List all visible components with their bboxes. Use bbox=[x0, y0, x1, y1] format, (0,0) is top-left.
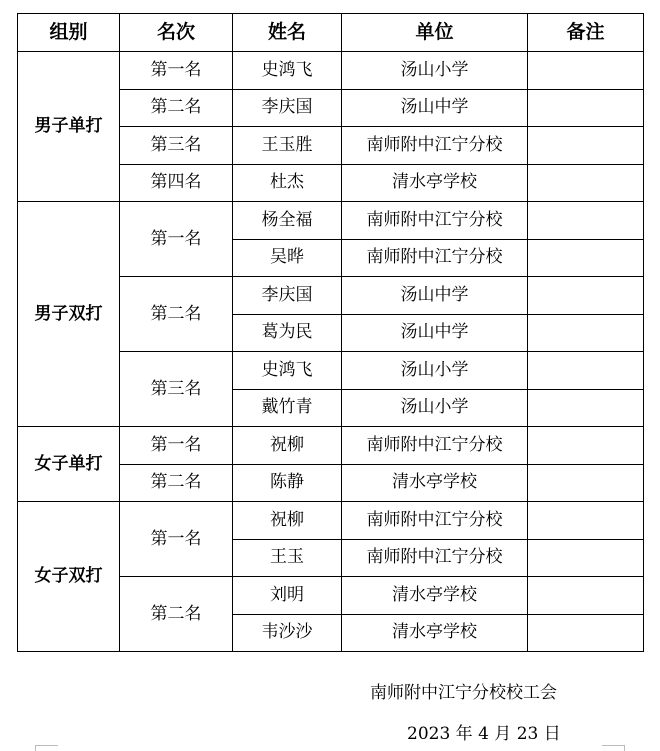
table-row bbox=[18, 427, 644, 465]
name-cell: 王玉胜 bbox=[233, 127, 342, 165]
table-row bbox=[18, 202, 644, 240]
rank-cell: 第二名 bbox=[120, 89, 233, 127]
name-cell: 杨全福 bbox=[233, 202, 342, 240]
rank-cell: 第一名 bbox=[120, 427, 233, 465]
unit-cell: 南师附中江宁分校 bbox=[342, 239, 528, 277]
note-cell bbox=[528, 127, 644, 165]
note-cell bbox=[528, 164, 644, 202]
name-cell: 葛为民 bbox=[233, 314, 342, 352]
footer-organization: 南师附中江宁分校校工会 bbox=[370, 683, 557, 703]
table-row bbox=[18, 502, 644, 540]
header-group: 组别 bbox=[18, 14, 120, 52]
unit-cell: 南师附中江宁分校 bbox=[342, 202, 528, 240]
note-cell bbox=[528, 277, 644, 315]
results-body bbox=[18, 52, 644, 652]
page-corner-mark bbox=[35, 745, 58, 751]
note-cell bbox=[528, 389, 644, 427]
unit-cell: 南师附中江宁分校 bbox=[342, 539, 528, 577]
rank-cell: 第三名 bbox=[120, 352, 233, 427]
rank-cell: 第一名 bbox=[120, 52, 233, 90]
unit-cell: 汤山小学 bbox=[342, 52, 528, 90]
name-cell: 祝柳 bbox=[233, 427, 342, 465]
note-cell bbox=[528, 314, 644, 352]
table-row bbox=[18, 52, 644, 90]
header-row bbox=[18, 14, 644, 52]
note-cell bbox=[528, 502, 644, 540]
unit-cell: 汤山中学 bbox=[342, 314, 528, 352]
group-cell: 男子双打 bbox=[18, 202, 120, 427]
rank-cell: 第一名 bbox=[120, 502, 233, 577]
rank-cell: 第四名 bbox=[120, 164, 233, 202]
name-cell: 戴竹青 bbox=[233, 389, 342, 427]
unit-cell: 汤山中学 bbox=[342, 277, 528, 315]
unit-cell: 清水亭学校 bbox=[342, 164, 528, 202]
unit-cell: 清水亭学校 bbox=[342, 614, 528, 652]
header-unit: 单位 bbox=[342, 14, 528, 52]
note-cell bbox=[528, 539, 644, 577]
footer-date: 2023 年 4 月 23 日 bbox=[407, 724, 561, 744]
unit-cell: 南师附中江宁分校 bbox=[342, 502, 528, 540]
note-cell bbox=[528, 52, 644, 90]
header-name: 姓名 bbox=[233, 14, 342, 52]
group-cell: 男子单打 bbox=[18, 52, 120, 202]
name-cell: 韦沙沙 bbox=[233, 614, 342, 652]
rank-cell: 第三名 bbox=[120, 127, 233, 165]
note-cell bbox=[528, 464, 644, 502]
note-cell bbox=[528, 352, 644, 390]
group-cell: 女子双打 bbox=[18, 502, 120, 652]
unit-cell: 清水亭学校 bbox=[342, 464, 528, 502]
name-cell: 祝柳 bbox=[233, 502, 342, 540]
unit-cell: 南师附中江宁分校 bbox=[342, 127, 528, 165]
name-cell: 李庆国 bbox=[233, 277, 342, 315]
rank-cell: 第二名 bbox=[120, 277, 233, 352]
name-cell: 史鸿飞 bbox=[233, 52, 342, 90]
group-cell: 女子单打 bbox=[18, 427, 120, 502]
rank-cell: 第二名 bbox=[120, 464, 233, 502]
header-note: 备注 bbox=[528, 14, 644, 52]
name-cell: 史鸿飞 bbox=[233, 352, 342, 390]
name-cell: 陈静 bbox=[233, 464, 342, 502]
unit-cell: 南师附中江宁分校 bbox=[342, 427, 528, 465]
note-cell bbox=[528, 427, 644, 465]
note-cell bbox=[528, 577, 644, 615]
name-cell: 吴晔 bbox=[233, 239, 342, 277]
unit-cell: 汤山小学 bbox=[342, 389, 528, 427]
note-cell bbox=[528, 614, 644, 652]
page-corner-mark bbox=[602, 745, 625, 751]
note-cell bbox=[528, 239, 644, 277]
rank-cell: 第一名 bbox=[120, 202, 233, 277]
results-table bbox=[17, 13, 644, 652]
name-cell: 李庆国 bbox=[233, 89, 342, 127]
header-rank: 名次 bbox=[120, 14, 233, 52]
name-cell: 刘明 bbox=[233, 577, 342, 615]
unit-cell: 汤山中学 bbox=[342, 89, 528, 127]
unit-cell: 清水亭学校 bbox=[342, 577, 528, 615]
note-cell bbox=[528, 89, 644, 127]
unit-cell: 汤山小学 bbox=[342, 352, 528, 390]
note-cell bbox=[528, 202, 644, 240]
name-cell: 王玉 bbox=[233, 539, 342, 577]
rank-cell: 第二名 bbox=[120, 577, 233, 652]
name-cell: 杜杰 bbox=[233, 164, 342, 202]
